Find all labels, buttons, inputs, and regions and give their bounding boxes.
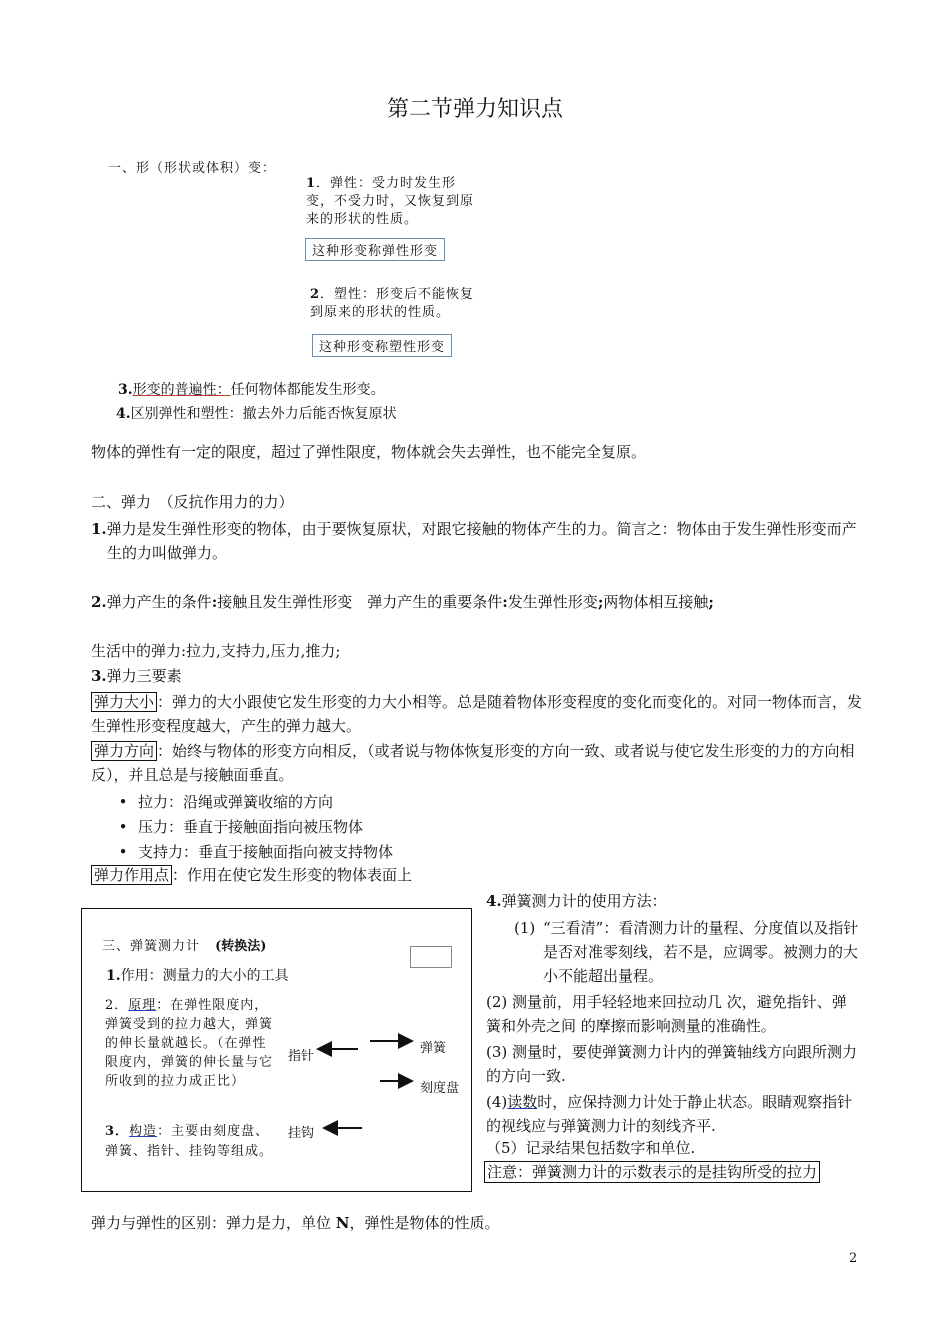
elasticity-text: ．弹性：受力时发生形变，不受力时，又恢复到原来的形状的性质。 [306,176,475,227]
bullet-text: 拉力：沿绳或弹簧收缩的方向 [138,793,334,811]
three-elements-text: 弹力三要素 [106,667,182,685]
note-box: 注意：弹簧测力计的示数表示的是挂钩所受的拉力 [484,1161,820,1183]
force-direction-label: 弹力方向 [91,741,157,761]
pointer-label: 指针 [288,1049,315,1064]
colon: : [502,593,508,611]
bullet-mark: • [118,843,128,861]
hook-label: 挂钩 [288,1126,315,1141]
universality-label: 形变的普遍性： [132,382,231,398]
spring-scale-structure [105,1122,275,1162]
conditions-text-b: 接触且发生弹性形变 弹力产生的重要条件 [217,593,503,611]
force-size-text: ：弹力的大小跟使它发生形变的力大小相等。总是随着物体形变程度的变化而变化的。对同一物体而言，发生弹性形变程度越大，产生的弹力越大。 [91,693,863,735]
item-number: 3. [91,667,107,685]
force-point-label: 弹力作用点 [91,865,172,885]
force-direction-text: ：始终与物体的形变方向相反，（或者说与物体恢复形变的方向一致、或者说与使它发生形变的力的方向相反），并且总是与接触面垂直。 [91,742,855,784]
usage-step-2: (2) 测量前，用手轻轻地来回拉动几 次，避免指针、弹簧和外壳之间 的摩擦而影响测量的准确性。 [486,993,847,1035]
principle-label: 原理 [128,998,157,1013]
structure-text: ：主要由刻度盘、弹簧、指针、挂钩等组成。 [105,1124,274,1159]
usage-step-4 [486,1090,861,1138]
spring-scale-principle [105,996,275,1091]
plasticity-text: ．塑性：形变后不能恢复到原来的形状的性质。 [310,287,475,320]
usage-step-5: （5）记录结果包括数字和单位. [486,1139,696,1157]
principle-text: ：在弹性限度内，弹簧受到的拉力越大，弹簧的伸长量就越长。（在弹性限度内，弹簧的伸长量与它所收到的拉力成正比） [105,998,274,1089]
elastic-deformation-box: 这种形变称弹性形变 [305,238,445,261]
three-elements-heading [91,666,182,686]
dial-label: 刻度盘 [420,1081,460,1096]
item-number: 3． [105,1124,130,1139]
difference-text-b: ，弹性是物体的性质。 [349,1214,500,1232]
reading-label: 读数 [507,1093,538,1111]
item-number: 1. [91,520,107,538]
item-number: 2 [310,287,321,302]
list-item [108,840,393,865]
spring-scale-use [106,967,289,985]
semicolon: ; [708,593,714,611]
semicolon: ; [597,593,604,611]
difference-text: 区别弹性和塑性：撤去外力后能否恢复原状 [130,406,397,422]
usage-step-1-num: (1) [514,919,536,937]
structure-label: 构造 [129,1124,158,1139]
item-number: 2． [105,998,129,1013]
hook-arrow-icon [0,0,1,1]
usage-heading-text: 弹簧测力计的使用方法： [501,892,667,910]
elastic-force-definition [91,517,863,565]
conditions-text-a: 弹力产生的条件 [106,593,212,611]
bullet-list [108,790,393,865]
difference-line [116,405,397,423]
section3-method: (转换法) [215,939,267,954]
step-number: (4) [486,1093,508,1111]
conditions-text-c: 发生弹性形变 [507,593,598,611]
list-item [108,815,393,840]
life-forces-line: 生活中的弹力:拉力,支持力,压力,推力; [91,642,341,660]
spring-scale-use-text: 作用：测量力的大小的工具 [120,968,289,984]
section3-heading-text: 三、弹簧测力计 [102,939,201,954]
bullet-mark: • [118,818,128,836]
item-number: 1 [306,176,317,191]
page-title: 第二节弹力知识点 [386,97,563,122]
usage-heading [486,891,667,911]
usage-step-1: “三看清”：看清测力计的量程、分度值以及指针是否对准零刻线，若不是，应调零。被测力的大小不能超出量程。 [543,919,859,985]
section2-heading: 二、弹力 （反抗作用力的力） [91,493,294,511]
item-number: 3. [118,382,133,398]
colon: : [211,593,218,611]
item-number: 2. [91,593,107,611]
spring-label: 弹簧 [420,1041,447,1056]
item-number: 4. [486,892,502,910]
force-size-label: 弹力大小 [91,692,157,712]
item-number: 4. [116,406,131,422]
unit-newton: N [335,1214,350,1232]
force-direction-paragraph [91,739,863,787]
difference-summary [91,1213,500,1233]
list-item [108,790,393,815]
bullet-text: 支持力：垂直于接触面指向被支持物体 [138,843,394,861]
section1-heading: 一、形（形状或体积）变： [108,161,277,176]
force-point-line [91,865,412,885]
conditions-line [91,592,714,612]
reading-text: 时，应保持测力计处于静止状态。眼睛观察指针的视线应与弹簧测力计的刻线齐平. [486,1093,853,1135]
universality-text: 任何物体都能发生形变。 [230,382,385,398]
bullet-text: 压力：垂直于接触面指向被压物体 [138,818,364,836]
universality-line [118,381,385,399]
difference-text-a: 弹力与弹性的区别：弹力是力，单位 [91,1214,336,1232]
conditions-text-d: 两物体相互接触 [603,593,709,611]
force-size-paragraph [91,690,863,738]
small-empty-box [410,946,452,968]
page-number: 2 [849,1251,858,1266]
section3-heading [102,938,266,956]
item-number: 1. [106,968,121,984]
force-point-text: ：作用在使它发生形变的物体表面上 [172,866,413,884]
bullet-mark: • [118,793,128,811]
elastic-limit-text: 物体的弹性有一定的限度，超过了弹性限度，物体就会失去弹性，也不能完全复原。 [91,443,647,461]
plasticity-definition [310,286,480,322]
usage-step-3: (3) 测量时，要使弹簧测力计内的弹簧轴线方向跟所测力的方向一致. [486,1043,858,1085]
elastic-force-text: 弹力是发生弹性形变的物体，由于要恢复原状，对跟它接触的物体产生的力。简言之：物体由于发生弹性形变而产生的力叫做弹力。 [106,520,857,562]
plastic-deformation-box: 这种形变称塑性形变 [312,334,452,357]
elasticity-definition [306,175,476,229]
